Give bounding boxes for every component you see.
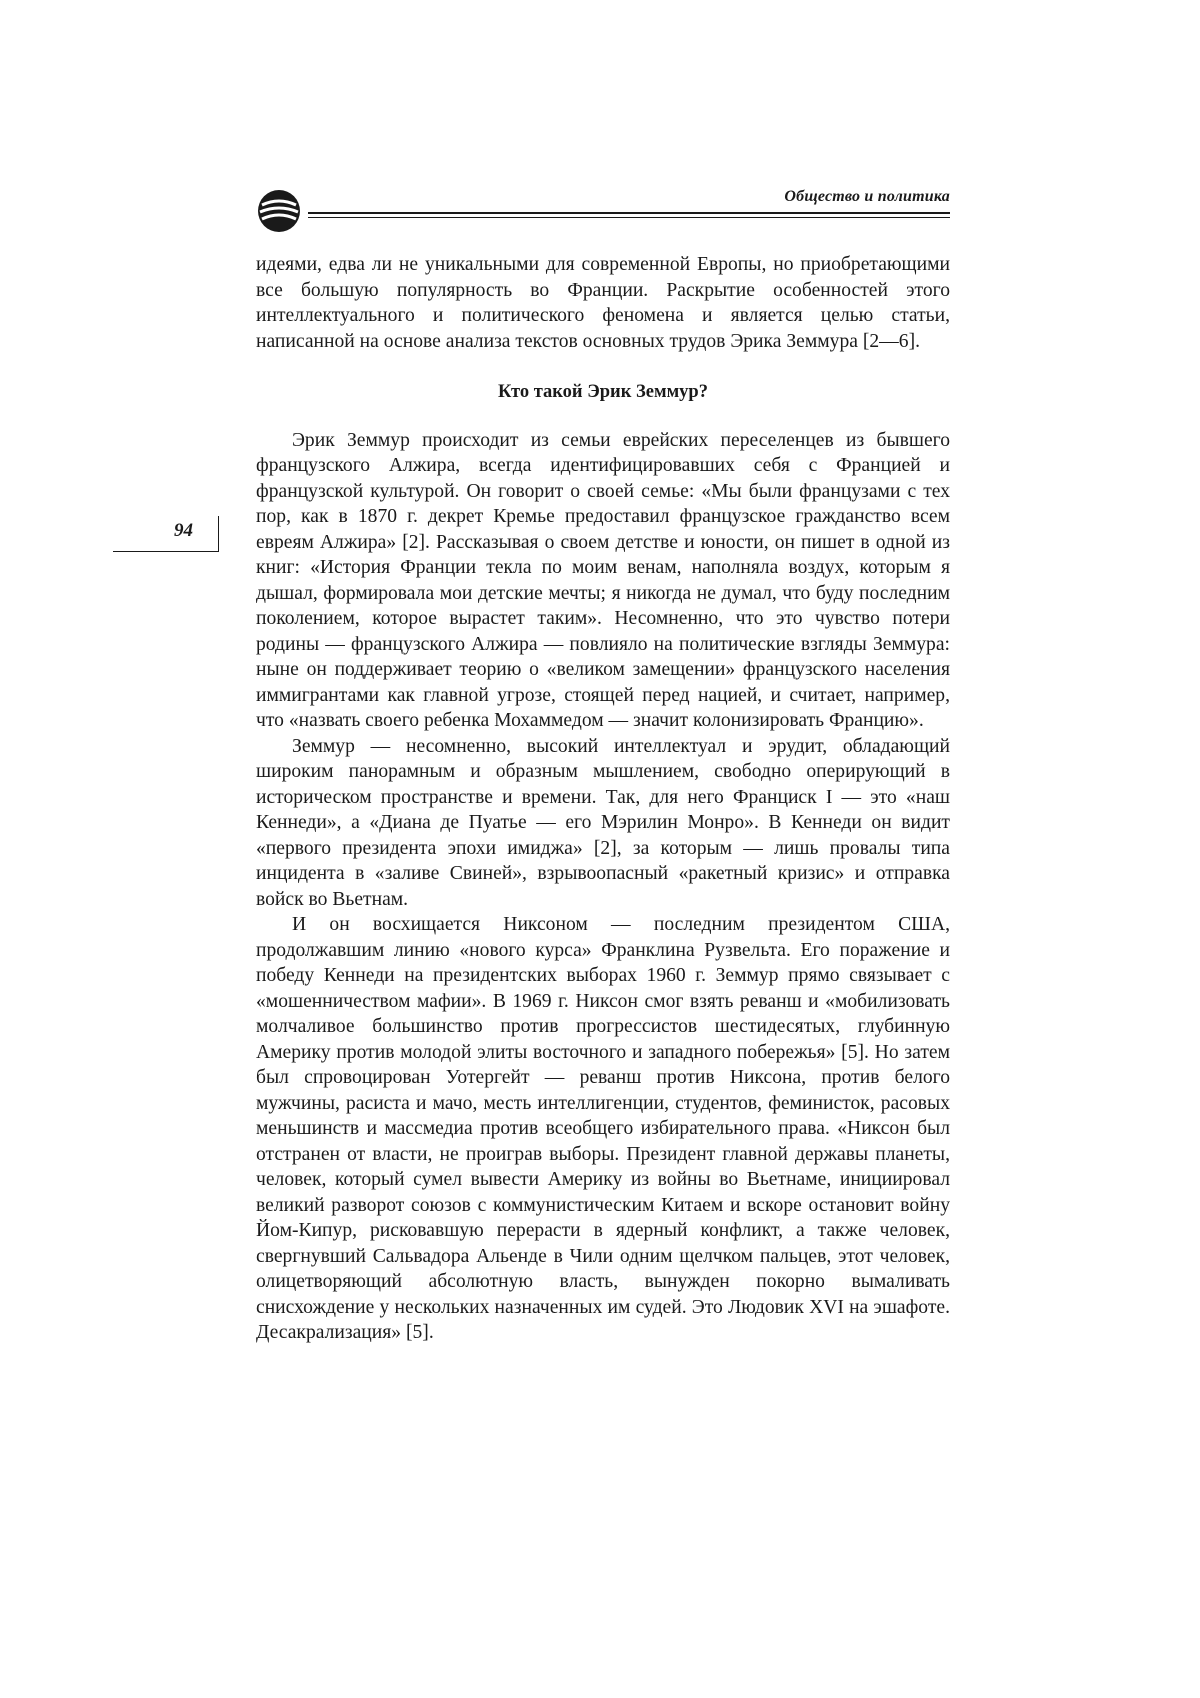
- body-paragraph: И он восхищается Никсоном — последним президентом США, продолжавшим линию «нового курса» Франклина Рузвельта. Его поражение и победу Кеннеди на президентских выборах 1960 г. Земмур прямо связывает с «мошенничеством мафии». В 1969 г. Никсон смог взять реванш и «мобилизовать молчаливое большинство против прогрессистов шестидесятых, глубинную Америку против молодой элиты восточного и западного побережья» [5]. Но затем был спровоцирован Уотергейт — реванш против Никсона, против белого мужчины, расиста и мачо, месть интеллигенции, студентов, феминисток, расовых меньшинств и массмедиа против всеобщего избирательного права. «Никсон был отстранен от власти, не проиграв выборы. Президент главной державы планеты, человек, который сумел вывести Америку из войны во Вьетнаме, инициировал великий разворот союзов с коммунистическим Китаем и вскоре остановит войну Йом-Кипур, рисковавшую перерасти в ядерный конфликт, а также человек, свергнувший Сальвадора Альенде в Чили одним щелчком пальцев, этот человек, олицетворяющий абсолютную власть, вынужден покорно вымаливать снисхождение у нескольких назначенных им судей. Это Людовик XVI на эшафоте. Десакрализация» [5].: [256, 914, 950, 1343]
- page-number-box: [113, 516, 219, 552]
- running-title: Общество и политика: [784, 188, 950, 205]
- body-paragraph: Земмур — несомненно, высокий интеллектуал и эрудит, обладающий широким панорамным и образным мышлением, свободно оперирующий в историческом пространстве и времени. Так, для него Франциск I — это «наш Кеннеди», а «Диана де Пуатье — его Мэрилин Монро». В Кеннеди он видит «первого президента эпохи имиджа» [2], за которым — лишь провалы типа инцидента в «заливе Свиней», взрывоопасный «ракетный кризис» и отправка войск во Вьетнам.: [256, 735, 950, 910]
- article-body: [256, 252, 950, 1346]
- header-rule-thick: [308, 212, 950, 214]
- body-paragraph: Эрик Земмур происходит из семьи еврейских переселенцев из бывшего французского Алжира, всегда идентифицировавших себя с Францией и французской культурой. Он говорит о своей семье: «Мы были французами с тех пор, как в 1870 г. декрет Кремье предоставил французское гражданство всем евреям Алжира» [2]. Рассказывая о своем детстве и юности, он пишет в одной из книг: «История Франции текла по моим венам, наполняла воздух, которым я дышал, формировала мои детские мечты; я никогда не думал, что буду последним поколением, которое вырастет таким». Несомненно, что это чувство потери родины — французского Алжира — повлияло на политические взгляды Земмура: ныне он поддерживает теорию о «великом замещении» французского населения иммигрантами как главной угрозе, стоящей перед нацией, и считает, например, что «назвать своего ребенка Мохаммедом — значит колонизировать Францию».: [256, 429, 950, 731]
- intro-paragraph: идеями, едва ли не уникальными для современной Европы, но приобретающими все большую популярность во Франции. Раскрытие особенностей этого интеллектуального и политического феномена и является целью статьи, написанной на основе анализа текстов основных трудов Эрика Земмура [2—6].: [256, 254, 950, 352]
- page-number-rule: [113, 551, 219, 552]
- page-number-rule-vertical: [218, 516, 219, 552]
- page-header: [256, 182, 950, 238]
- section-heading: Кто такой Эрик Земмур?: [498, 382, 708, 402]
- journal-logo-icon: [256, 188, 302, 234]
- header-rule-thin: [308, 217, 950, 218]
- page-number: 94: [174, 520, 193, 541]
